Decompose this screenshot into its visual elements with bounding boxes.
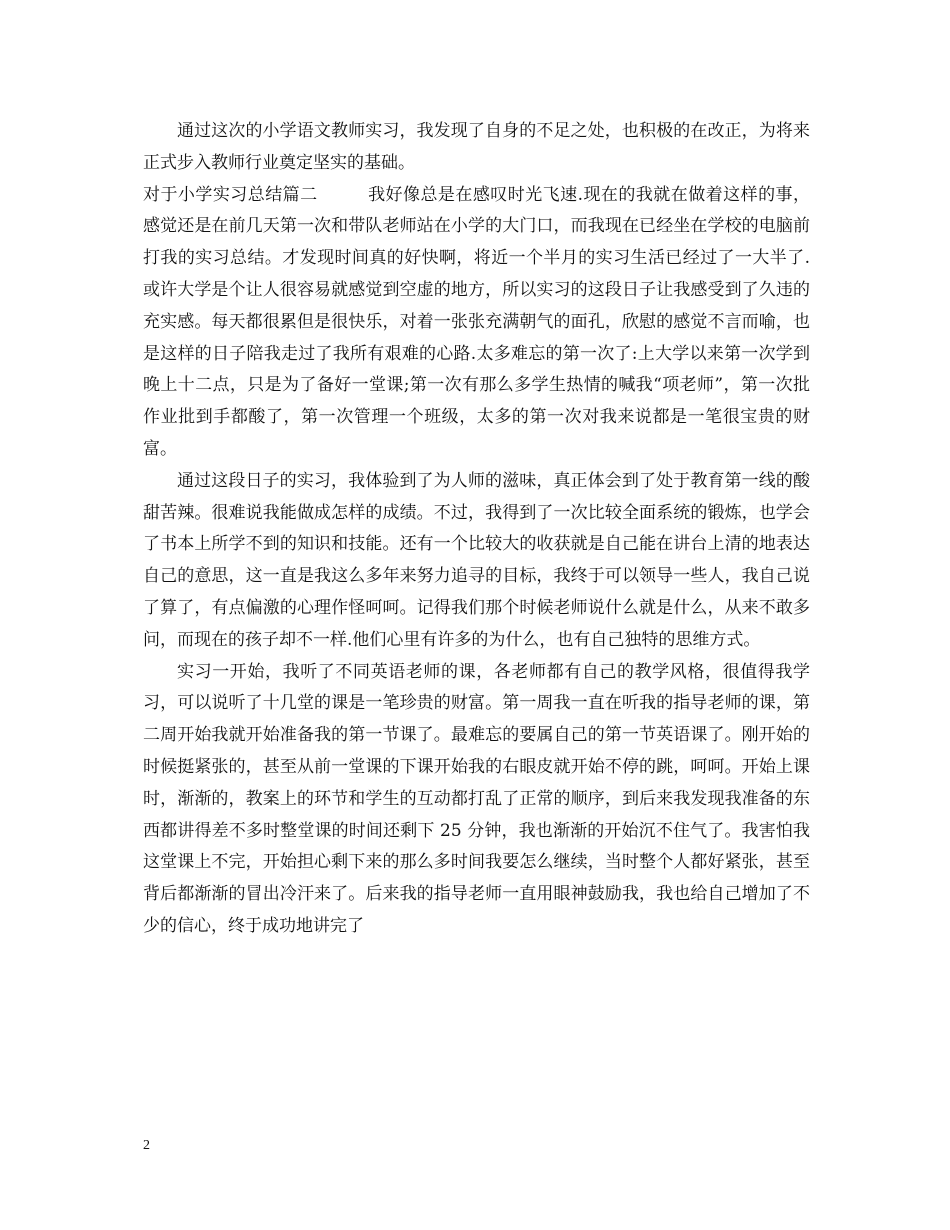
paragraph-1: 通过这次的小学语文教师实习，我发现了自身的不足之处，也积极的在改正，为将来正式步入教师行业奠定坚实的基础。 (143, 121, 810, 173)
document-body (143, 116, 810, 943)
section-heading: 对于小学实习总结篇二 (143, 184, 318, 205)
paragraph-2 (143, 180, 810, 466)
paragraph-3: 通过这段日子的实习，我体验到了为人师的滋味，真正体会到了处于教育第一线的酸甜苦辣。很难说我能做成怎样的成绩。不过，我得到了一次比较全面系统的锻炼，也学会了书本上所学不到的知识和技能。还有一个比较大的收获就是自己能在讲台上清的地表达自己的意思，这一直是我这么多年来努力追寻的目标，我终于可以领导一些人，我自己说了算了，有点偏激的心理作怪呵呵。记得我们那个时候老师说什么就是什么，从来不敢多问，而现在的孩子却不一样.他们心里有许多的为什么，也有自己独特的思维方式。 (143, 470, 810, 650)
page-number: 2 (143, 1138, 150, 1153)
paragraph-4: 实习一开始，我听了不同英语老师的课，各老师都有自己的教学风格，很值得我学习，可以说听了十几堂的课是一笔珍贵的财富。第一周我一直在听我的指导老师的课，第二周开始我就开始准备我的第一节课了。最难忘的要属自己的第一节英语课了。刚开始的时候挺紧张的，甚至从前一堂课的下课开始我的右眼皮就开始不停的跳，呵呵。开始上课时，渐渐的，教案上的环节和学生的互动都打乱了正常的顺序，到后来我发现我准备的东西都讲得差不多时整堂课的时间还剩下 25 分钟，我也渐渐的开始沉不住气了。我害怕我这堂课上不完，开始担心剩下来的那么多时间我要怎么继续，当时整个人都好紧张，甚至背后都渐渐的冒出冷汗来了。后来我的指导老师一直用眼神鼓励我，我也给自己增加了不少的信心，终于成功地讲完了 (143, 661, 810, 936)
paragraph-2-text: 我好像总是在感叹时光飞速.现在的我就在做着这样的事，感觉还是在前几天第一次和带队老师站在小学的大门口，而我现在已经坐在学校的电脑前打我的实习总结。才发现时间真的好快啊，将近一个半月的实习生活已经过了一大半了.或许大学是个让人很容易就感觉到空虚的地方，所以实习的这段日子让我感受到了久违的充实感。每天都很累但是很快乐，对着一张张充满朝气的面孔，欣慰的感觉不言而喻，也是这样的日子陪我走过了我所有艰难的心路.太多难忘的第一次了:上大学以来第一次学到晚上十二点，只是为了备好一堂课;第一次有那么多学生热情的喊我“项老师”，第一次批作业批到手都酸了，第一次管理一个班级，太多的第一次对我来说都是一笔很宝贵的财富。 (143, 184, 810, 459)
